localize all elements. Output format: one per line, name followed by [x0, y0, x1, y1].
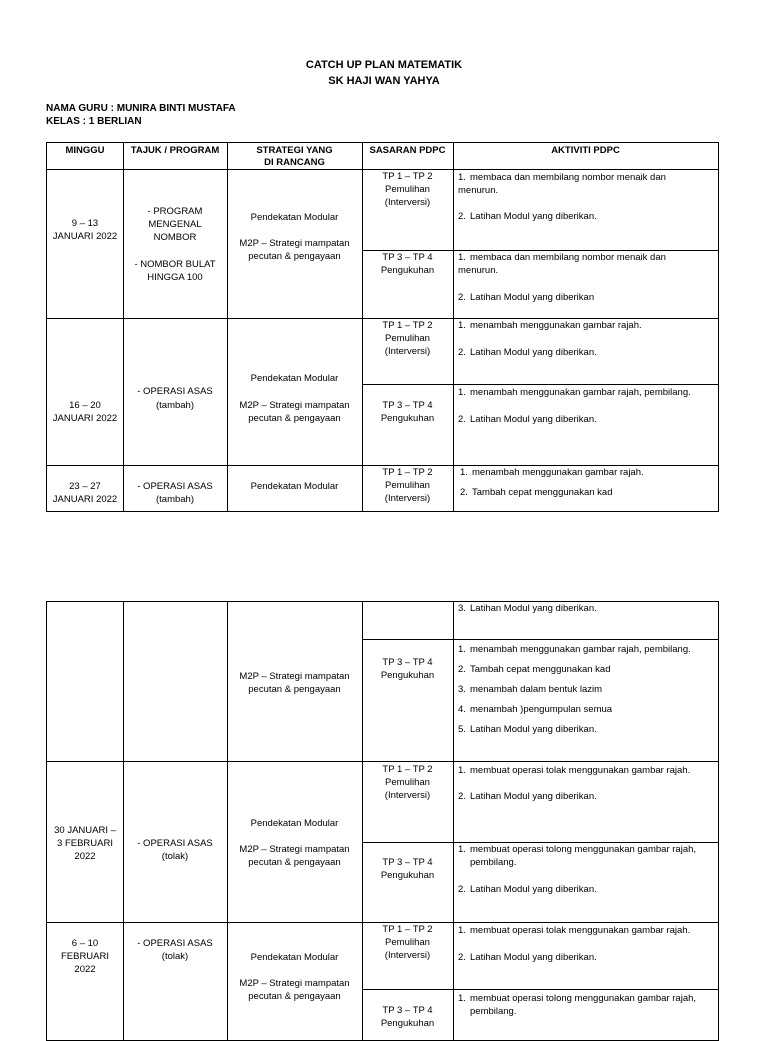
- week5-program: - OPERASI ASAS: [137, 938, 213, 949]
- week4-program: - OPERASI ASAS: [137, 838, 213, 849]
- header-sasaran: SASARAN PDPC: [369, 145, 446, 156]
- week1-strategi-3: pecutan & pengayaan: [248, 251, 341, 262]
- week5-aktiviti-1: 1. membuat operasi tolak menggunakan gambar rajah.: [458, 925, 691, 936]
- teacher-name: NAMA GURU : MUNIRA BINTI MUSTAFA: [46, 103, 236, 114]
- week2-program: - OPERASI ASAS: [137, 386, 213, 397]
- week5-sasaran-2b: Pengukuhan: [380, 1018, 435, 1029]
- week3-program: - OPERASI ASAS: [137, 481, 213, 492]
- week5-sasaran-1c: (Interversi): [384, 950, 431, 961]
- week3-sasaran-2: TP 3 – TP 4: [382, 657, 433, 668]
- class-name: KELAS : 1 BERLIAN: [46, 116, 142, 127]
- week1-aktiviti-4: 2. Latihan Modul yang diberikan: [458, 292, 595, 303]
- week2-minggu-2: JANUARI 2022: [52, 413, 118, 424]
- week2-strategi: Pendekatan Modular: [250, 373, 339, 384]
- week4-sasaran-1: TP 1 – TP 2: [382, 764, 433, 775]
- week2-minggu: 16 – 20: [69, 400, 101, 411]
- week4-strategi-3: pecutan & pengayaan: [248, 857, 341, 868]
- week1-minggu: 9 – 13: [71, 218, 99, 229]
- week5-sasaran-2: TP 3 – TP 4: [382, 1005, 433, 1016]
- week3-strategi: Pendekatan Modular: [250, 481, 339, 492]
- week1-strategi: Pendekatan Modular: [250, 212, 339, 223]
- week1-sasaran-1c: (Interversi): [384, 197, 431, 208]
- week4-sasaran-2: TP 3 – TP 4: [382, 857, 433, 868]
- week5-strategi-2: M2P – Strategi mampatan: [239, 978, 350, 989]
- week3-strategi-2: M2P – Strategi mampatan: [239, 671, 350, 682]
- week2-program-2: (tambah): [155, 400, 194, 411]
- week4-minggu-3: 2022: [74, 851, 96, 862]
- week2-aktiviti-1: 1. menambah menggunakan gambar rajah.: [458, 320, 642, 331]
- week1-sasaran-2b: Pengukuhan: [380, 265, 435, 276]
- header-strategi-2: DI RANCANG: [264, 157, 325, 168]
- week1-strategi-2: M2P – Strategi mampatan: [239, 238, 350, 249]
- school-name: SK HAJI WAN YAHYA: [328, 75, 440, 87]
- week1-aktiviti-1b: menurun.: [458, 185, 499, 196]
- header-aktiviti: AKTIVITI PDPC: [551, 145, 620, 156]
- week5-aktiviti-3b: pembilang.: [470, 1006, 517, 1017]
- week4-minggu-2: 3 FEBRUARI: [57, 838, 113, 849]
- week4-sasaran-1c: (Interversi): [384, 790, 431, 801]
- week4-sasaran-2b: Pengukuhan: [380, 870, 435, 881]
- week4-aktiviti-3: 1. membuat operasi tolong menggunakan gambar rajah,: [458, 844, 697, 855]
- week5-minggu: 6 – 10: [71, 938, 99, 949]
- week2-aktiviti-4: 2. Latihan Modul yang diberikan.: [458, 414, 597, 425]
- week5-minggu-3: 2022: [74, 964, 96, 975]
- week1-aktiviti-1: 1. membaca dan membilang nombor menaik dan: [458, 172, 666, 183]
- week1-program-4: - NOMBOR BULAT: [134, 259, 216, 270]
- week2-strategi-2: M2P – Strategi mampatan: [239, 400, 350, 411]
- header-tajuk: TAJUK / PROGRAM: [130, 145, 220, 156]
- week1-minggu-2: JANUARI 2022: [52, 231, 118, 242]
- week5-program-2: (tolak): [161, 951, 189, 962]
- week4-strategi-2: M2P – Strategi mampatan: [239, 844, 350, 855]
- week4-minggu: 30 JANUARI –: [54, 825, 116, 836]
- header-strategi: STRATEGI YANG: [256, 145, 333, 156]
- week3-aktiviti-6: 3. menambah dalam bentuk lazim: [458, 684, 603, 695]
- week5-minggu-2: FEBRUARI: [60, 951, 110, 962]
- week1-sasaran-2: TP 3 – TP 4: [382, 252, 433, 263]
- week5-strategi: Pendekatan Modular: [250, 952, 339, 963]
- week3-sasaran-2b: Pengukuhan: [380, 670, 435, 681]
- week5-strategi-3: pecutan & pengayaan: [248, 991, 341, 1002]
- week3-aktiviti-1: 1. menambah menggunakan gambar rajah.: [460, 467, 644, 478]
- week5-sasaran-1b: Pemulihan: [385, 937, 430, 948]
- plan-table-2: [46, 601, 719, 1041]
- plan-table-1: [46, 142, 719, 512]
- week4-aktiviti-3b: pembilang.: [470, 857, 517, 868]
- week1-aktiviti-3: 1. membaca dan membilang nombor menaik dan: [458, 252, 666, 263]
- week3-aktiviti-3: 3. Latihan Modul yang diberikan.: [458, 603, 597, 614]
- week4-aktiviti-1: 1. membuat operasi tolak menggunakan gambar rajah.: [458, 765, 691, 776]
- week3-aktiviti-8: 5. Latihan Modul yang diberikan.: [458, 724, 597, 735]
- week3-program-2: (tambah): [155, 494, 194, 505]
- week2-sasaran-2b: Pengukuhan: [380, 413, 435, 424]
- week5-aktiviti-2: 2. Latihan Modul yang diberikan.: [458, 952, 597, 963]
- week4-sasaran-1b: Pemulihan: [385, 777, 430, 788]
- week3-aktiviti-4: 1. menambah menggunakan gambar rajah, pembilang.: [458, 644, 691, 655]
- week3-aktiviti-5: 2. Tambah cepat menggunakan kad: [458, 664, 611, 675]
- week3-sasaran-1b: Pemulihan: [385, 480, 430, 491]
- week1-sasaran-1b: Pemulihan: [385, 184, 430, 195]
- week3-aktiviti-2: 2. Tambah cepat menggunakan kad: [460, 487, 613, 498]
- week3-strategi-3: pecutan & pengayaan: [248, 684, 341, 695]
- week4-strategi: Pendekatan Modular: [250, 818, 339, 829]
- week3-aktiviti-7: 4. menambah )pengumpulan semua: [458, 704, 613, 715]
- week1-program-3: NOMBOR: [153, 232, 197, 243]
- week1-sasaran-1: TP 1 – TP 2: [382, 171, 433, 182]
- week1-aktiviti-3b: menurun.: [458, 265, 499, 276]
- week3-sasaran-1c: (Interversi): [384, 493, 431, 504]
- week1-program: - PROGRAM: [147, 206, 203, 217]
- week2-sasaran-2: TP 3 – TP 4: [382, 400, 433, 411]
- week2-strategi-3: pecutan & pengayaan: [248, 413, 341, 424]
- week2-sasaran-1c: (Interversi): [384, 346, 431, 357]
- week5-aktiviti-3: 1. membuat operasi tolong menggunakan gambar rajah,: [458, 993, 697, 1004]
- week2-sasaran-1: TP 1 – TP 2: [382, 320, 433, 331]
- header-minggu: MINGGU: [65, 145, 105, 156]
- week2-sasaran-1b: Pemulihan: [385, 333, 430, 344]
- week1-program-2: MENGENAL: [148, 219, 202, 230]
- week3-minggu-2: JANUARI 2022: [52, 494, 118, 505]
- week4-aktiviti-2: 2. Latihan Modul yang diberikan.: [458, 791, 597, 802]
- week4-aktiviti-4: 2. Latihan Modul yang diberikan.: [458, 884, 597, 895]
- week5-sasaran-1: TP 1 – TP 2: [382, 924, 433, 935]
- doc-title: CATCH UP PLAN MATEMATIK: [305, 59, 463, 71]
- week3-minggu: 23 – 27: [69, 481, 101, 492]
- week1-aktiviti-2: 2. Latihan Modul yang diberikan.: [458, 211, 597, 222]
- week2-aktiviti-2: 2. Latihan Modul yang diberikan.: [458, 347, 597, 358]
- week4-program-2: (tolak): [161, 851, 189, 862]
- week2-aktiviti-3: 1. menambah menggunakan gambar rajah, pembilang.: [458, 387, 691, 398]
- week1-program-5: HINGGA 100: [147, 272, 203, 283]
- week3-sasaran-1: TP 1 – TP 2: [382, 467, 433, 478]
